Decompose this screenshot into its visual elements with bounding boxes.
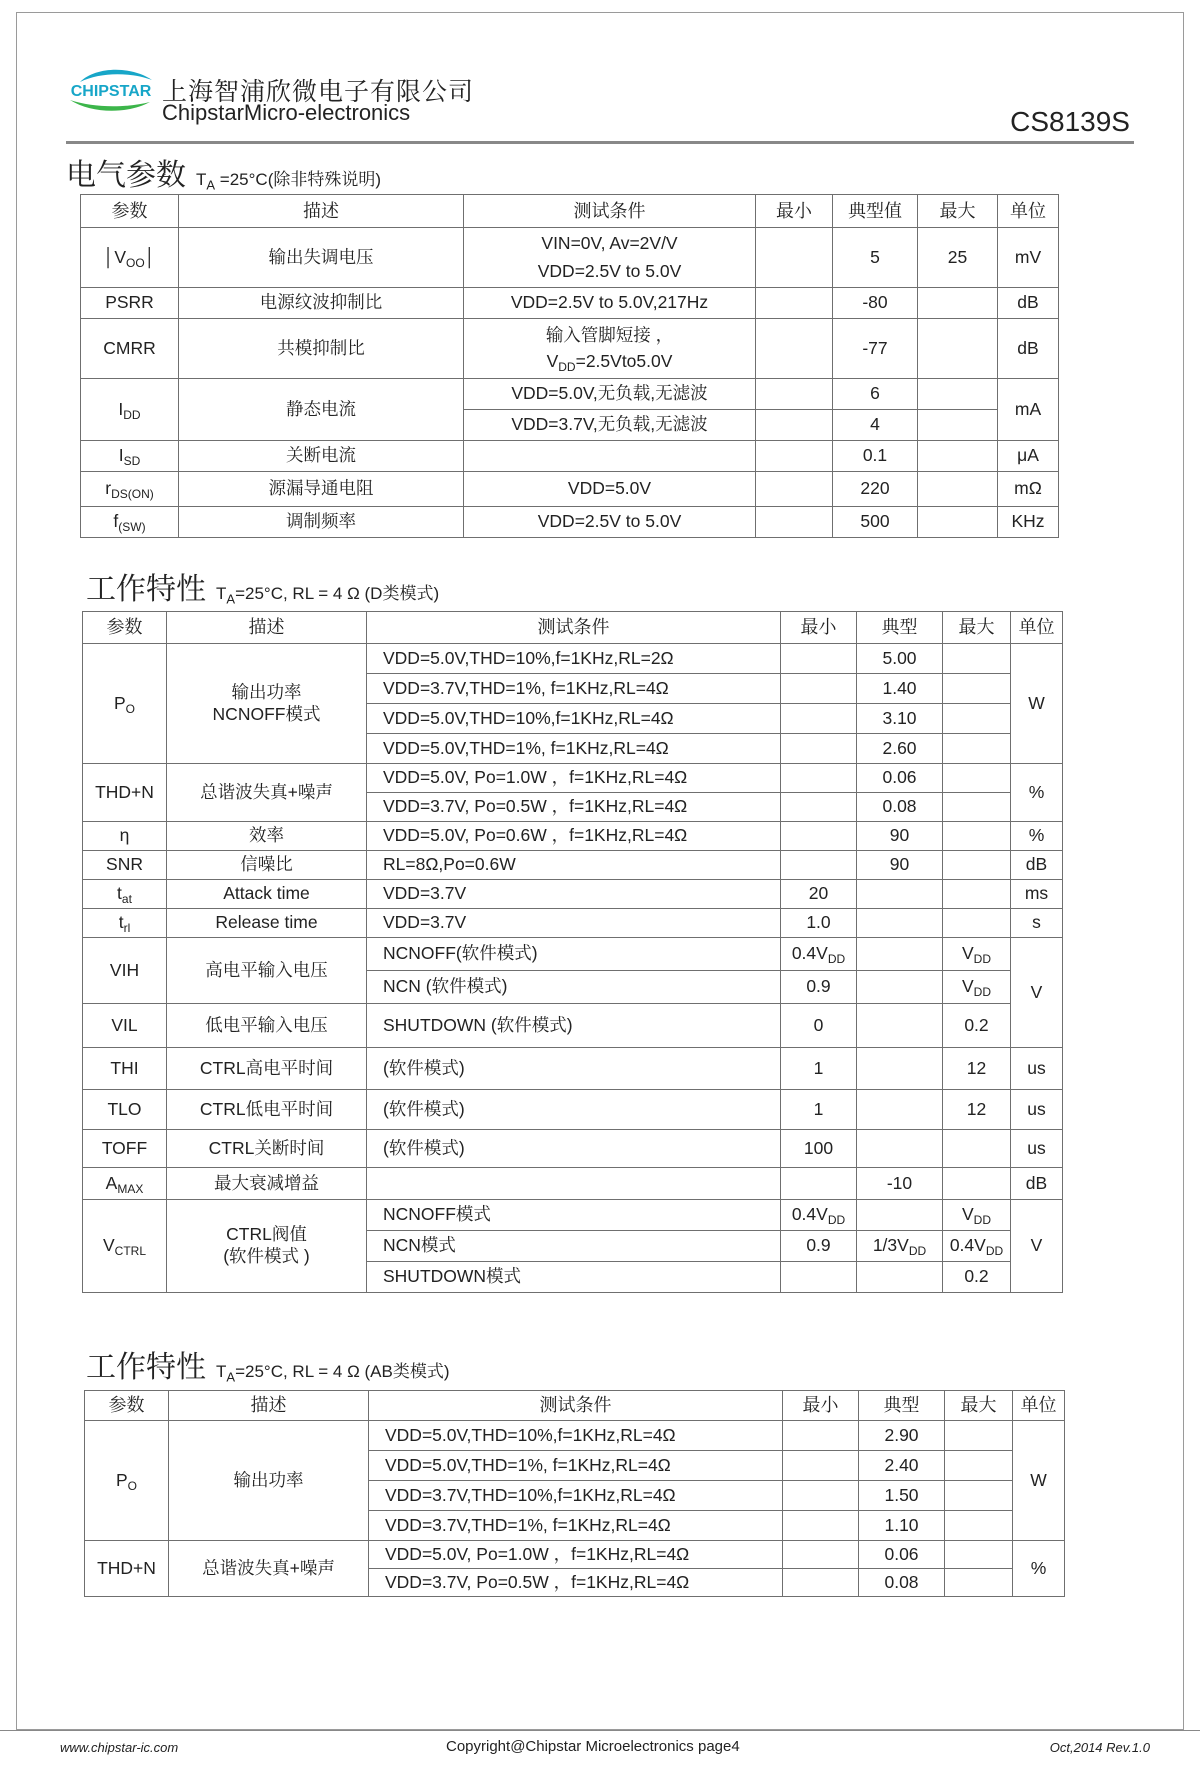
typ-cell: 1.40 [857, 674, 943, 704]
col-header: 参数 [83, 612, 167, 644]
param-cell: $r_{DS(ON)}$ [81, 472, 179, 507]
unit-cell: us [1011, 1048, 1063, 1090]
unit-cell: dB [998, 288, 1059, 319]
table-row [83, 764, 1063, 793]
typ-cell: 0.1 [833, 441, 918, 472]
min-cell [756, 379, 833, 410]
min-cell: 1 [781, 1090, 857, 1130]
table-row [81, 288, 1059, 319]
min-cell [783, 1511, 859, 1541]
col-header: 典型值 [833, 195, 918, 228]
desc-cell: 高电平输入电压 [167, 938, 367, 1004]
desc-cell: 输出失调电压 [179, 228, 464, 288]
max-cell [945, 1511, 1013, 1541]
table-row [83, 880, 1063, 909]
param-cell: VIH [83, 938, 167, 1004]
electrical-params-table [80, 194, 1059, 538]
desc-cell: 关断电流 [179, 441, 464, 472]
min-cell: $0.4V_{DD}$ [781, 1200, 857, 1231]
typ-cell: 0.08 [857, 793, 943, 822]
typ-cell: 2.90 [859, 1421, 945, 1451]
max-cell [943, 793, 1011, 822]
unit-cell: KHz [998, 507, 1059, 538]
cond-cell: VDD=5.0V,THD=10%,f=1KHz,RL=4Ω [367, 704, 781, 734]
company-name-en: ChipstarMicro-electronics [162, 100, 411, 125]
param-cell: SNR [83, 851, 167, 880]
max-cell [943, 644, 1011, 674]
table-header-row [83, 612, 1063, 644]
param-cell: THD+N [85, 1541, 169, 1597]
col-header: 单位 [1011, 612, 1063, 644]
desc-cell: 源漏导通电阻 [179, 472, 464, 507]
typ-cell: -77 [833, 319, 918, 379]
min-cell [756, 410, 833, 441]
col-header: 最小 [783, 1391, 859, 1421]
unit-cell: dB [1011, 851, 1063, 880]
min-cell [756, 228, 833, 288]
desc-cell: CTRL关断时间 [167, 1130, 367, 1168]
typ-cell: 90 [857, 851, 943, 880]
col-header: 最大 [943, 612, 1011, 644]
typ-cell [857, 1004, 943, 1048]
unit-cell: V [1011, 1200, 1063, 1293]
min-cell [783, 1541, 859, 1569]
cond-cell: VDD=3.7V, Po=0.5W ，f=1KHz,RL=4Ω [367, 793, 781, 822]
max-cell: $V_{DD}$ [943, 971, 1011, 1004]
max-cell [918, 472, 998, 507]
max-cell [945, 1481, 1013, 1511]
cond-cell: NCN模式 [367, 1231, 781, 1262]
cond-cell: VDD=3.7V,THD=10%,f=1KHz,RL=4Ω [369, 1481, 783, 1511]
table-header-row [81, 195, 1059, 228]
desc-cell: 输出功率 NCNOFF模式 [167, 644, 367, 764]
typ-cell: 5 [833, 228, 918, 288]
typ-cell [857, 880, 943, 909]
max-cell: 12 [943, 1048, 1011, 1090]
col-header: 测试条件 [464, 195, 756, 228]
cond-cell: VIN=0V, Av=2V/V VDD=2.5V to 5.0V [464, 228, 756, 288]
max-cell [918, 288, 998, 319]
header-divider [66, 141, 1134, 144]
unit-cell: dB [998, 319, 1059, 379]
logo-wordmark: CHIPSTAR [70, 83, 152, 100]
table-row [83, 938, 1063, 971]
cond-cell: NCNOFF模式 [367, 1200, 781, 1231]
typ-cell: 0.06 [857, 764, 943, 793]
max-cell [943, 909, 1011, 938]
cond-cell: (软件模式) [367, 1090, 781, 1130]
col-header: 最大 [918, 195, 998, 228]
desc-cell: CTRL阀值 (软件模式 ) [167, 1200, 367, 1293]
max-cell [943, 880, 1011, 909]
max-cell [918, 410, 998, 441]
typ-cell: -10 [857, 1168, 943, 1200]
max-cell [943, 704, 1011, 734]
desc-cell: 输出功率 [169, 1421, 369, 1541]
cond-cell: 输入管脚短接 ， $V_{DD}=2.5Vto5.0V$ [464, 319, 756, 379]
section-heading: 电气参数 [66, 159, 186, 192]
unit-cell: us [1011, 1090, 1063, 1130]
cond-cell: VDD=5.0V,THD=1%, f=1KHz,RL=4Ω [369, 1451, 783, 1481]
cond-cell: VDD=2.5V to 5.0V,217Hz [464, 288, 756, 319]
footer-divider [0, 1730, 1200, 1731]
desc-cell: CTRL低电平时间 [167, 1090, 367, 1130]
section-title-d-class [86, 564, 439, 608]
param-cell: THD+N [83, 764, 167, 822]
col-header: 参数 [81, 195, 179, 228]
col-header: 参数 [85, 1391, 169, 1421]
max-cell: 25 [918, 228, 998, 288]
test-condition: $T_A =25^\circ C$(除非特殊说明) [196, 170, 382, 193]
table-row [81, 379, 1059, 410]
cond-cell: VDD=5.0V,THD=10%,f=1KHz,RL=2Ω [367, 644, 781, 674]
max-cell: $V_{DD}$ [943, 1200, 1011, 1231]
table-row [85, 1541, 1065, 1569]
max-cell [918, 507, 998, 538]
cond-cell: VDD=3.7V [367, 880, 781, 909]
param-cell: $t_{at}$ [83, 880, 167, 909]
max-cell [943, 1168, 1011, 1200]
cond-cell: VDD=5.0V, Po=0.6W ，f=1KHz,RL=4Ω [367, 822, 781, 851]
min-cell [781, 793, 857, 822]
typ-cell: 0.08 [859, 1569, 945, 1597]
min-cell [781, 644, 857, 674]
desc-cell: Attack time [167, 880, 367, 909]
typ-cell: 1.50 [859, 1481, 945, 1511]
table-row [83, 644, 1063, 674]
min-cell [783, 1421, 859, 1451]
max-cell [918, 441, 998, 472]
min-cell [756, 288, 833, 319]
max-cell [945, 1569, 1013, 1597]
unit-cell: mΩ [998, 472, 1059, 507]
desc-cell: 信噪比 [167, 851, 367, 880]
param-cell: $P_O$ [83, 644, 167, 764]
max-cell [943, 1130, 1011, 1168]
cond-cell: SHUTDOWN模式 [367, 1262, 781, 1293]
min-cell [781, 851, 857, 880]
min-cell [781, 1262, 857, 1293]
unit-cell: % [1011, 764, 1063, 822]
test-condition: $T_A=25^\circ C$, RL = 4 Ω (AB类模式) [216, 1362, 450, 1385]
cond-cell: VDD=5.0V [464, 472, 756, 507]
typ-cell: $1/3V_{DD}$ [857, 1231, 943, 1262]
table-row [85, 1421, 1065, 1451]
param-cell: $I_{DD}$ [81, 379, 179, 441]
typ-cell: 90 [857, 822, 943, 851]
col-header: 单位 [998, 195, 1059, 228]
table-row [81, 319, 1059, 379]
col-header: 最大 [945, 1391, 1013, 1421]
max-cell [918, 319, 998, 379]
cond-cell: VDD=5.0V,THD=10%,f=1KHz,RL=4Ω [369, 1421, 783, 1451]
max-cell [945, 1421, 1013, 1451]
typ-cell: 2.40 [859, 1451, 945, 1481]
min-cell [756, 319, 833, 379]
table-row [83, 1130, 1063, 1168]
footer-website: www.chipstar-ic.com [60, 1740, 179, 1755]
max-cell: 0.2 [943, 1262, 1011, 1293]
section-title-ab-class [86, 1342, 450, 1386]
max-cell [943, 851, 1011, 880]
desc-cell: Release time [167, 909, 367, 938]
table-row [83, 909, 1063, 938]
min-cell [756, 441, 833, 472]
unit-cell: us [1011, 1130, 1063, 1168]
unit-cell: μA [998, 441, 1059, 472]
typ-cell [857, 909, 943, 938]
col-header: 最小 [756, 195, 833, 228]
table-row [81, 472, 1059, 507]
cond-cell [464, 441, 756, 472]
col-header: 最小 [781, 612, 857, 644]
desc-cell: 低电平输入电压 [167, 1004, 367, 1048]
unit-cell: % [1011, 822, 1063, 851]
max-cell: $0.4V_{DD}$ [943, 1231, 1011, 1262]
footer-date-revision: Oct,2014 Rev.1.0 [1049, 1740, 1150, 1755]
table-row [83, 822, 1063, 851]
min-cell: 1.0 [781, 909, 857, 938]
param-cell: $t_{rl}$ [83, 909, 167, 938]
typ-cell [857, 1262, 943, 1293]
min-cell [781, 674, 857, 704]
max-cell: $V_{DD}$ [943, 938, 1011, 971]
max-cell [918, 379, 998, 410]
typ-cell: 5.00 [857, 644, 943, 674]
company-logo [66, 66, 156, 114]
typ-cell: -80 [833, 288, 918, 319]
param-cell: VIL [83, 1004, 167, 1048]
desc-cell: 总谐波失真+噪声 [167, 764, 367, 822]
min-cell: 100 [781, 1130, 857, 1168]
max-cell: 12 [943, 1090, 1011, 1130]
desc-cell: 调制频率 [179, 507, 464, 538]
table-row [81, 228, 1059, 288]
desc-cell: 电源纹波抑制比 [179, 288, 464, 319]
cond-cell: VDD=3.7V,THD=1%, f=1KHz,RL=4Ω [369, 1511, 783, 1541]
min-cell: 0 [781, 1004, 857, 1048]
cond-cell: VDD=5.0V,THD=1%, f=1KHz,RL=4Ω [367, 734, 781, 764]
param-cell: $V_{CTRL}$ [83, 1200, 167, 1293]
desc-cell: 效率 [167, 822, 367, 851]
unit-cell: mV [998, 228, 1059, 288]
param-cell: TOFF [83, 1130, 167, 1168]
typ-cell: 220 [833, 472, 918, 507]
typ-cell [857, 938, 943, 971]
cond-cell: VDD=3.7V,无负载,无滤波 [464, 410, 756, 441]
col-header: 测试条件 [369, 1391, 783, 1421]
desc-cell: 共模抑制比 [179, 319, 464, 379]
table-header-row [85, 1391, 1065, 1421]
typ-cell [857, 1200, 943, 1231]
cond-cell: SHUTDOWN (软件模式) [367, 1004, 781, 1048]
cond-cell: NCN (软件模式) [367, 971, 781, 1004]
cond-cell: (软件模式) [367, 1048, 781, 1090]
col-header: 单位 [1013, 1391, 1065, 1421]
ab-class-characteristics-table [84, 1390, 1065, 1597]
unit-cell: W [1013, 1421, 1065, 1541]
cond-cell: VDD=5.0V, Po=1.0W ，f=1KHz,RL=4Ω [369, 1541, 783, 1569]
param-cell: TLO [83, 1090, 167, 1130]
min-cell: 0.9 [781, 971, 857, 1004]
min-cell [783, 1481, 859, 1511]
cond-cell: VDD=3.7V [367, 909, 781, 938]
col-header: 描述 [179, 195, 464, 228]
param-cell: $I_{SD}$ [81, 441, 179, 472]
col-header: 描述 [169, 1391, 369, 1421]
typ-cell: 3.10 [857, 704, 943, 734]
min-cell [781, 704, 857, 734]
min-cell [781, 764, 857, 793]
cond-cell: VDD=2.5V to 5.0V [464, 507, 756, 538]
param-cell: PSRR [81, 288, 179, 319]
param-cell: $P_O$ [85, 1421, 169, 1541]
typ-cell [857, 1130, 943, 1168]
desc-cell: 最大衰减增益 [167, 1168, 367, 1200]
param-cell: $│V_{OO}│$ [81, 228, 179, 288]
typ-cell: 0.06 [859, 1541, 945, 1569]
table-row [83, 1200, 1063, 1231]
min-cell [781, 1168, 857, 1200]
d-class-characteristics-table [82, 611, 1063, 1293]
max-cell [943, 764, 1011, 793]
unit-cell: % [1013, 1541, 1065, 1597]
col-header: 典型 [857, 612, 943, 644]
min-cell: 20 [781, 880, 857, 909]
col-header: 测试条件 [367, 612, 781, 644]
section-title-electrical [66, 150, 381, 194]
typ-cell: 2.60 [857, 734, 943, 764]
param-cell: $f_{(SW)}$ [81, 507, 179, 538]
min-cell: 0.9 [781, 1231, 857, 1262]
table-row [83, 1004, 1063, 1048]
cond-cell: RL=8Ω,Po=0.6W [367, 851, 781, 880]
unit-cell: V [1011, 938, 1063, 1048]
unit-cell: W [1011, 644, 1063, 764]
section-heading: 工作特性 [86, 1351, 206, 1384]
typ-cell: 4 [833, 410, 918, 441]
desc-cell: 静态电流 [179, 379, 464, 441]
table-row [83, 1168, 1063, 1200]
max-cell: 0.2 [943, 1004, 1011, 1048]
min-cell: 1 [781, 1048, 857, 1090]
cond-cell: NCNOFF(软件模式) [367, 938, 781, 971]
min-cell [756, 472, 833, 507]
unit-cell: ms [1011, 880, 1063, 909]
max-cell [943, 822, 1011, 851]
part-number: CS8139S [1010, 106, 1130, 137]
param-cell: $A_{MAX}$ [83, 1168, 167, 1200]
cond-cell: VDD=5.0V,无负载,无滤波 [464, 379, 756, 410]
company-name-cn: 上海智浦欣微电子有限公司 [162, 78, 475, 106]
table-row [81, 507, 1059, 538]
table-row [81, 441, 1059, 472]
test-condition: $T_A=25^\circ C$, RL = 4 Ω (D类模式) [216, 584, 440, 607]
cond-cell: (软件模式) [367, 1130, 781, 1168]
unit-cell: s [1011, 909, 1063, 938]
table-row [83, 1048, 1063, 1090]
unit-cell: mA [998, 379, 1059, 441]
unit-cell: dB [1011, 1168, 1063, 1200]
typ-cell: 6 [833, 379, 918, 410]
min-cell [783, 1569, 859, 1597]
typ-cell [857, 971, 943, 1004]
max-cell [943, 674, 1011, 704]
param-cell: THI [83, 1048, 167, 1090]
min-cell: $0.4V_{DD}$ [781, 938, 857, 971]
max-cell [945, 1451, 1013, 1481]
max-cell [945, 1541, 1013, 1569]
typ-cell: 500 [833, 507, 918, 538]
param-cell: CMRR [81, 319, 179, 379]
desc-cell: CTRL高电平时间 [167, 1048, 367, 1090]
param-cell: η [83, 822, 167, 851]
cond-cell: VDD=5.0V, Po=1.0W ，f=1KHz,RL=4Ω [367, 764, 781, 793]
footer-copyright: Copyright@Chipstar Microelectronics page4 [446, 1738, 740, 1755]
min-cell [756, 507, 833, 538]
typ-cell [857, 1090, 943, 1130]
cond-cell: VDD=3.7V,THD=1%, f=1KHz,RL=4Ω [367, 674, 781, 704]
min-cell [781, 734, 857, 764]
cond-cell [367, 1168, 781, 1200]
desc-cell: 总谐波失真+噪声 [169, 1541, 369, 1597]
col-header: 描述 [167, 612, 367, 644]
cond-cell: VDD=3.7V, Po=0.5W ，f=1KHz,RL=4Ω [369, 1569, 783, 1597]
typ-cell: 1.10 [859, 1511, 945, 1541]
max-cell [943, 734, 1011, 764]
min-cell [781, 822, 857, 851]
typ-cell [857, 1048, 943, 1090]
section-heading: 工作特性 [86, 573, 206, 606]
min-cell [783, 1451, 859, 1481]
table-row [83, 1090, 1063, 1130]
table-row [83, 851, 1063, 880]
col-header: 典型 [859, 1391, 945, 1421]
